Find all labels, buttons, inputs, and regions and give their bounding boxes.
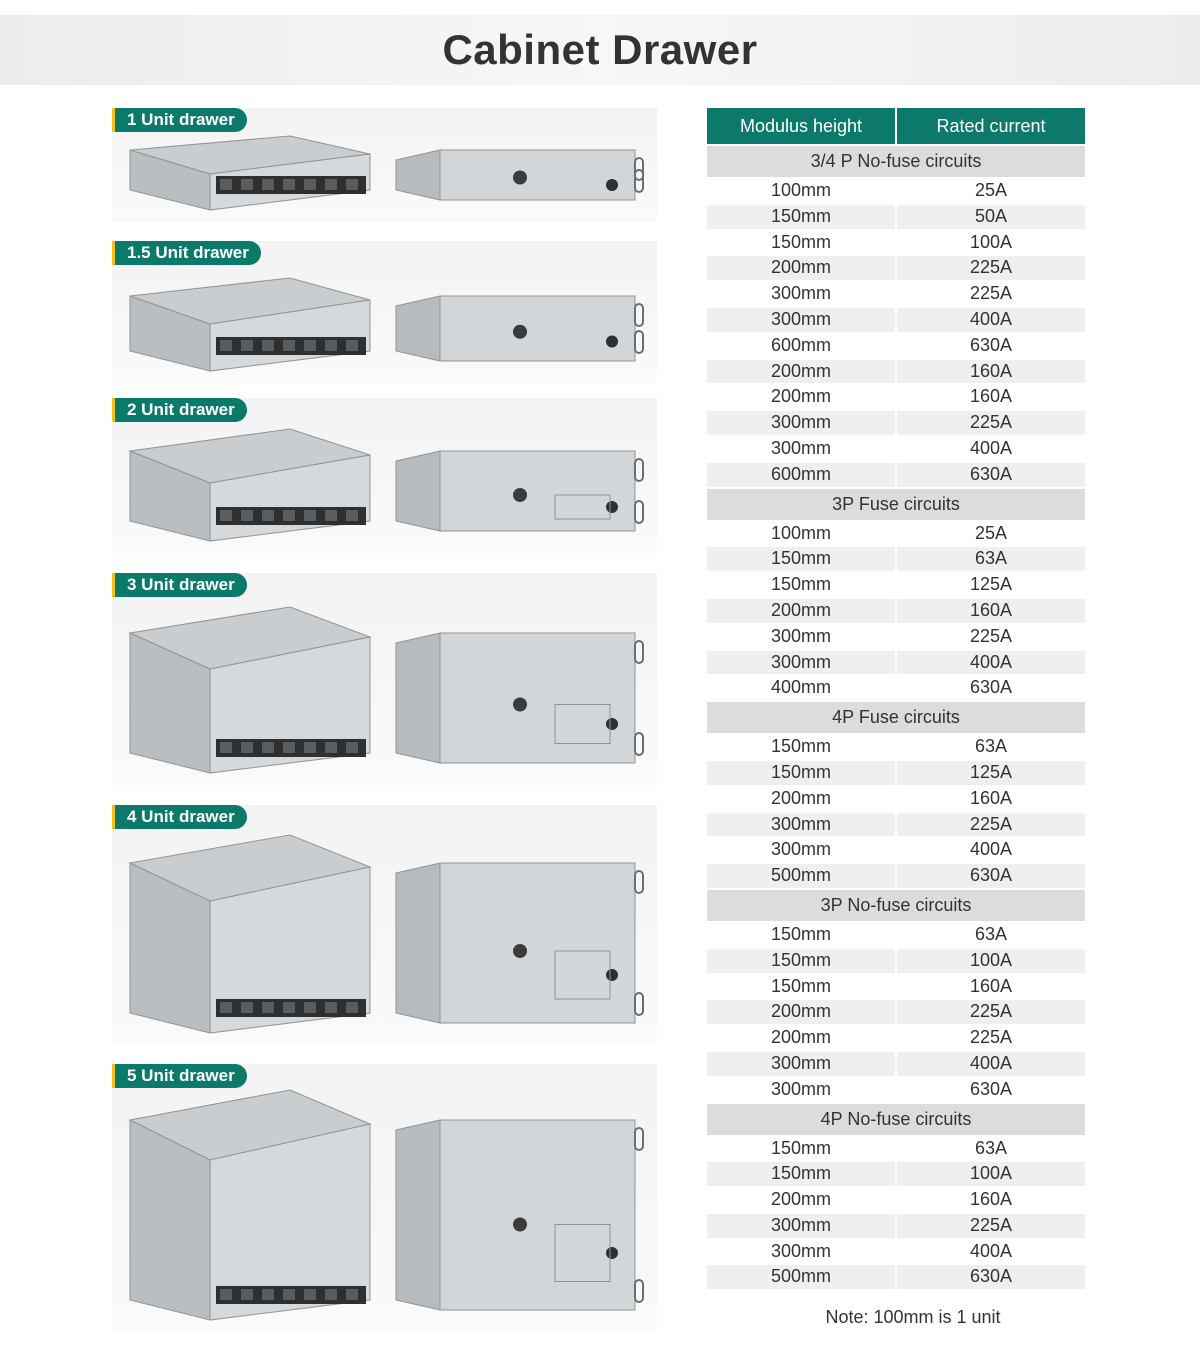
drawer-label: 1.5 Unit drawer — [112, 241, 261, 265]
cell-rated-current: 225A — [897, 256, 1085, 280]
header-modulus-height: Modulus height — [707, 108, 895, 144]
cell-modulus-height: 300mm — [707, 813, 895, 837]
table-row — [707, 308, 1085, 332]
cell-rated-current: 100A — [969, 231, 1013, 252]
drawer-block — [112, 241, 657, 383]
drawer-block — [112, 573, 657, 785]
drawer-open-illustration — [120, 1082, 380, 1336]
cell-modulus-height: 100mm — [770, 522, 832, 543]
cell-modulus-height: 200mm — [707, 256, 895, 280]
table-row — [707, 813, 1085, 837]
cell-rated-current: 400A — [969, 839, 1013, 860]
table-row — [707, 1240, 1085, 1264]
cell-rated-current: 100A — [897, 949, 1085, 973]
drawer-closed-illustration — [390, 827, 650, 1049]
cell-modulus-height: 300mm — [707, 651, 895, 675]
table-row — [707, 205, 1085, 229]
table-header — [707, 108, 1085, 144]
drawer-block — [112, 805, 657, 1045]
table-row — [707, 256, 1085, 280]
drawer-closed-illustration — [390, 421, 650, 557]
cell-rated-current: 225A — [969, 1027, 1013, 1048]
cell-modulus-height: 200mm — [707, 599, 895, 623]
section-title: 4P Fuse circuits — [707, 702, 1085, 733]
footnote: Note: 100mm is 1 unit — [825, 1307, 1001, 1327]
cell-modulus-height: 200mm — [707, 1000, 895, 1024]
drawer-closed-illustration — [390, 128, 650, 226]
cell-rated-current: 630A — [969, 677, 1013, 698]
spec-table — [707, 108, 1085, 1289]
cell-rated-current: 225A — [969, 625, 1013, 646]
cell-modulus-height: 150mm — [770, 923, 832, 944]
drawer-block — [112, 398, 657, 553]
title-band — [0, 15, 1200, 85]
drawer-label: 5 Unit drawer — [112, 1064, 247, 1088]
cell-rated-current: 25A — [974, 180, 1008, 200]
drawer-label: 1 Unit drawer — [112, 108, 247, 132]
table-row — [707, 1265, 1085, 1289]
cell-modulus-height: 300mm — [707, 411, 895, 435]
cell-rated-current: 63A — [974, 1137, 1008, 1158]
table-row — [707, 838, 1085, 862]
table-row — [707, 1026, 1085, 1050]
cell-modulus-height: 600mm — [707, 463, 895, 487]
section-title: 3/4 P No-fuse circuits — [707, 146, 1085, 177]
cell-modulus-height: 150mm — [770, 574, 832, 595]
table-row — [707, 651, 1085, 675]
cell-rated-current: 400A — [897, 651, 1085, 675]
table-row — [707, 1078, 1085, 1102]
table-row — [707, 676, 1085, 700]
cell-rated-current: 125A — [897, 761, 1085, 785]
drawer-block — [112, 108, 657, 222]
table-row — [707, 573, 1085, 597]
cell-modulus-height: 200mm — [770, 1027, 832, 1048]
table-row — [707, 1162, 1085, 1186]
cell-rated-current: 63A — [974, 736, 1008, 757]
cell-modulus-height: 600mm — [770, 334, 832, 355]
drawer-open-illustration — [120, 599, 380, 789]
drawer-open-illustration — [120, 827, 380, 1049]
table-row — [707, 411, 1085, 435]
table-row — [707, 463, 1085, 487]
cell-rated-current: 225A — [897, 813, 1085, 837]
table-row — [707, 599, 1085, 623]
cell-modulus-height: 150mm — [707, 547, 895, 571]
cell-rated-current: 400A — [969, 1240, 1013, 1261]
section-title: 4P No-fuse circuits — [707, 1104, 1085, 1135]
table-row — [707, 1000, 1085, 1024]
cell-rated-current: 160A — [969, 975, 1013, 996]
cell-rated-current: 50A — [897, 205, 1085, 229]
table-row — [707, 547, 1085, 571]
table-row — [707, 1188, 1085, 1212]
cell-modulus-height: 200mm — [770, 1189, 832, 1210]
cell-rated-current: 160A — [897, 360, 1085, 384]
cell-modulus-height: 150mm — [770, 736, 832, 757]
table-row — [707, 385, 1085, 409]
cell-rated-current: 630A — [897, 1265, 1085, 1289]
table-row — [707, 864, 1085, 888]
table-row — [707, 179, 1085, 203]
cell-rated-current: 25A — [974, 522, 1008, 543]
cell-modulus-height: 150mm — [770, 231, 832, 252]
cell-modulus-height: 400mm — [770, 677, 832, 698]
table-row — [707, 360, 1085, 384]
cell-modulus-height: 300mm — [770, 839, 832, 860]
table-row — [707, 949, 1085, 973]
drawer-open-illustration — [120, 421, 380, 557]
cell-rated-current: 160A — [969, 386, 1013, 407]
table-row — [707, 625, 1085, 649]
cell-modulus-height: 500mm — [707, 864, 895, 888]
drawer-label: 4 Unit drawer — [112, 805, 247, 829]
cell-rated-current: 630A — [897, 463, 1085, 487]
cell-rated-current: 400A — [969, 437, 1013, 458]
cell-modulus-height: 150mm — [707, 1162, 895, 1186]
drawer-open-illustration — [120, 270, 380, 387]
cell-rated-current: 100A — [897, 1162, 1085, 1186]
cell-rated-current: 225A — [969, 283, 1013, 304]
cell-rated-current: 125A — [969, 574, 1013, 595]
table-row — [707, 761, 1085, 785]
cell-modulus-height: 300mm — [770, 283, 832, 304]
cell-modulus-height: 500mm — [707, 1265, 895, 1289]
cell-modulus-height: 200mm — [770, 787, 832, 808]
cell-modulus-height: 200mm — [770, 386, 832, 407]
cell-modulus-height: 150mm — [707, 761, 895, 785]
cell-modulus-height: 300mm — [770, 625, 832, 646]
table-row — [707, 923, 1085, 947]
cell-modulus-height: 150mm — [770, 1137, 832, 1158]
section-title: 3P No-fuse circuits — [707, 890, 1085, 921]
section-title: 3P Fuse circuits — [707, 489, 1085, 520]
table-row — [707, 522, 1085, 546]
cell-rated-current: 63A — [974, 923, 1008, 944]
drawer-closed-illustration — [390, 599, 650, 789]
table-row — [707, 334, 1085, 358]
drawer-label: 2 Unit drawer — [112, 398, 247, 422]
cell-rated-current: 225A — [897, 1000, 1085, 1024]
cell-modulus-height: 300mm — [707, 1214, 895, 1238]
cell-modulus-height: 300mm — [770, 1240, 832, 1261]
cell-modulus-height: 150mm — [707, 205, 895, 229]
cell-rated-current: 63A — [897, 547, 1085, 571]
cell-rated-current: 160A — [969, 787, 1013, 808]
cell-modulus-height: 300mm — [707, 308, 895, 332]
table-row — [707, 787, 1085, 811]
header-rated-current: Rated current — [897, 108, 1085, 144]
cell-rated-current: 630A — [969, 1078, 1013, 1099]
table-row — [707, 1214, 1085, 1238]
cell-rated-current: 400A — [897, 1052, 1085, 1076]
drawer-label: 3 Unit drawer — [112, 573, 247, 597]
cell-rated-current: 630A — [969, 334, 1013, 355]
table-row — [707, 282, 1085, 306]
cell-modulus-height: 150mm — [770, 975, 832, 996]
cell-modulus-height: 300mm — [770, 1078, 832, 1099]
cell-rated-current: 160A — [969, 1189, 1013, 1210]
table-row — [707, 735, 1085, 759]
table-row — [707, 975, 1085, 999]
cell-rated-current: 160A — [897, 599, 1085, 623]
cell-rated-current: 225A — [897, 411, 1085, 435]
table-row — [707, 231, 1085, 255]
table-row — [707, 437, 1085, 461]
cell-rated-current: 225A — [897, 1214, 1085, 1238]
cell-modulus-height: 150mm — [707, 949, 895, 973]
drawer-closed-illustration — [390, 270, 650, 387]
cell-modulus-height: 200mm — [707, 360, 895, 384]
page-title: Cabinet Drawer — [442, 26, 758, 73]
cell-modulus-height: 100mm — [770, 180, 832, 200]
cell-modulus-height: 300mm — [770, 437, 832, 458]
cell-rated-current: 630A — [897, 864, 1085, 888]
cell-rated-current: 400A — [897, 308, 1085, 332]
table-row — [707, 1137, 1085, 1161]
drawer-open-illustration — [120, 128, 380, 226]
table-row — [707, 1052, 1085, 1076]
cell-modulus-height: 300mm — [707, 1052, 895, 1076]
drawer-closed-illustration — [390, 1082, 650, 1336]
drawer-block — [112, 1064, 657, 1332]
